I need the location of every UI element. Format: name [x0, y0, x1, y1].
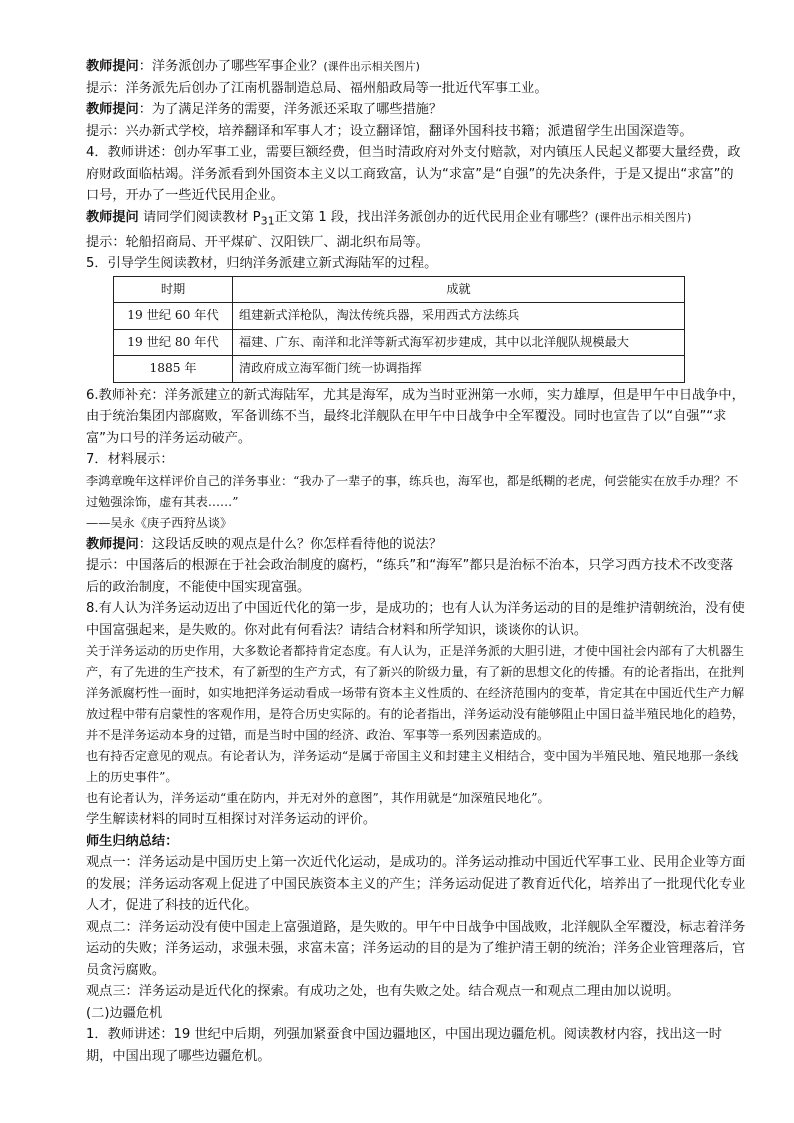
paragraph: 8.有人认为洋务运动迈出了中国近代化的第一步，是成功的；也有人认为洋务运动的目的是维护清朝统治，没有使中国富强起来，是失败的。你对此有何看法？请结合材料和所学知识，谈谈你的认识。 [86, 601, 745, 638]
table-row [114, 356, 685, 383]
header-achievement: 成就 [233, 276, 685, 303]
header-period: 时期 [114, 276, 233, 303]
period-cell: 19 世纪 80 年代 [114, 329, 233, 356]
paragraph-text: 正文第 1 段，找出洋务派创办的近代民用企业有哪些？ [274, 209, 595, 225]
paragraph [86, 99, 746, 121]
quote-material: 李鸿章晚年这样评价自己的洋务事业：“我办了一辈子的事，练兵也，海军也，都是纸糊的老虎，何尝能实在放手办理？不过勉强涂饰，虚有其表……” [86, 473, 739, 509]
achievement-table [113, 276, 685, 383]
table-row [114, 303, 685, 330]
courseware-note: (课件出示相关图片) [323, 60, 420, 73]
achievement-cell: 福建、广东、南洋和北洋等新式海军初步建成，其中以北洋舰队规模最大 [233, 329, 685, 356]
achievement-cell: 组建新式洋枪队，淘汰传统兵器，采用西式方法练兵 [233, 303, 685, 330]
paragraph-text: ：这段话反映的观点是什么？你怎样看待他的说法？ [138, 536, 443, 552]
teacher-question-label: 教师提问 [86, 102, 139, 117]
viewpoint-three: 观点三：洋务运动是近代化的探索。有成功之处，也有失败之处。结合观点一和观点二理由加以说明。 [86, 984, 680, 1000]
paragraph [86, 56, 746, 78]
paragraph-text: ：为了满足洋务的需要，洋务派还采取了哪些措施？ [138, 102, 443, 117]
paragraph: 7．材料展示： [86, 452, 174, 468]
table-row [114, 329, 685, 356]
page-subscript: 31 [260, 214, 275, 228]
quote-source: ——吴永《庚子西狩丛谈》 [86, 515, 233, 530]
paragraph: 1．教师讲述：19 世纪中后期，列强加紧蚕食中国边疆地区，中国出现边疆危机。阅读教材内容，找出这一时期，中国出现了哪些边疆危机。 [86, 1027, 722, 1064]
teacher-question-label: 教师提问 [86, 209, 139, 225]
viewpoint-two: 观点二：洋务运动没有使中国走上富强道路，是失败的。甲午中日战争中国战败，北洋舰队全军覆没，标志着洋务运动的失败；洋务运动，求强未强，求富未富；洋务运动的目的是为了维护清王朝的统治；洋务企业管理落后，官员贪污腐败。 [86, 919, 746, 978]
paragraph-text: 请同学们阅读教材 P [138, 209, 261, 225]
material-paragraph: 也有论者认为，洋务运动“重在防内，并无对外的意图”，其作用就是“加深殖民地化”。 [86, 791, 550, 806]
paragraph: 提示：洋务派先后创办了江南机器制造总局、福州船政局等一批近代军事工业。 [86, 80, 548, 96]
material-paragraph: 也有持否定意见的观点。有论者认为，洋务运动“是属于帝国主义和封建主义相结合，变中国为半殖民地、殖民地那一条线上的历史事件”。 [86, 749, 739, 785]
paragraph: 提示：轮船招商局、开平煤矿、汉阳铁厂、湖北织布局等。 [86, 234, 429, 250]
table-header-row [114, 276, 685, 303]
paragraph: 提示：兴办新式学校，培养翻译和军事人才；设立翻译馆，翻译外国科技书籍；派遣留学生出国深造等。 [86, 123, 693, 139]
paragraph: 4．教师讲述：创办军事工业，需要巨额经费，但当时清政府对外支付赔款，对内镇压人民起义都要大量经费，政府财政面临枯竭。洋务派看到外国资本主义以工商致富，认为“求富”是“自强”的先决条件，于是又提出“求富”的口号，开办了一些近代民用企业。 [86, 145, 741, 203]
summary-heading: 师生归纳总结： [86, 833, 179, 849]
teacher-question-label: 教师提问 [86, 59, 139, 74]
courseware-note: (课件出示相关图片) [594, 210, 692, 224]
paragraph: 5．引导学生阅读教材，归纳洋务派建立新式海陆军的过程。 [86, 256, 438, 272]
paragraph: 提示：中国落后的根源在于社会政治制度的腐朽，“练兵”和“海军”都只是治标不治本，只学习西方技术不改变落后的政治制度，不能使中国实现富强。 [86, 558, 734, 595]
paragraph: 学生解读材料的同时互相探讨对洋务运动的评价。 [86, 812, 377, 828]
paragraph [86, 534, 746, 556]
period-cell: 19 世纪 60 年代 [114, 303, 233, 330]
achievement-cell: 清政府成立海军衙门统一协调指挥 [233, 356, 685, 383]
document-page [86, 56, 746, 1067]
paragraph-text: ：洋务派创办了哪些军事企业？ [138, 59, 324, 74]
paragraph [86, 207, 746, 232]
teacher-question-label: 教师提问 [86, 536, 139, 552]
section-heading: (二)边疆危机 [86, 1005, 163, 1021]
paragraph: 6.教师补充：洋务派建立的新式海陆军，尤其是海军，成为当时亚洲第一水师，实力雄厚，但是甲午中日战争中，由于统治集团内部腐败，军备训练不当，最终北洋舰队在甲午中日战争中全军覆没。同时也宣告了以“自强”“求富”为口号的洋务运动破产。 [86, 387, 745, 446]
material-paragraph: 关于洋务运动的历史作用，大多数论者都持肯定态度。有人认为，正是洋务派的大胆引进，才使中国社会内部有了大机器生产，有了先进的生产技术，有了新型的生产方式，有了新兴的阶级力量，有了新的思想文化的传播。有的论者指出，在批判洋务派腐朽性一面时，如实地把洋务运动看成一场带有资本主义性质的、在经济范围内的变革，肯定其在中国近代生产力解放过程中带有启蒙性的客观作用，是符合历史实际的。有的论者指出，洋务运动没有能够阻止中国日益半殖民地化的趋势，并不是洋务运动本身的过错，而是当时中国的经济、政治、军事等一系列因素造成的。 [86, 644, 745, 743]
viewpoint-one: 观点一：洋务运动是中国历史上第一次近代化运动，是成功的。洋务运动推动中国近代军事工业、民用企业等方面的发展；洋务运动客观上促进了中国民族资本主义的产生；洋务运动促进了教育近代化，培养出了一批现代化专业人才，促进了科技的近代化。 [86, 855, 746, 914]
period-cell: 1885 年 [114, 356, 233, 383]
